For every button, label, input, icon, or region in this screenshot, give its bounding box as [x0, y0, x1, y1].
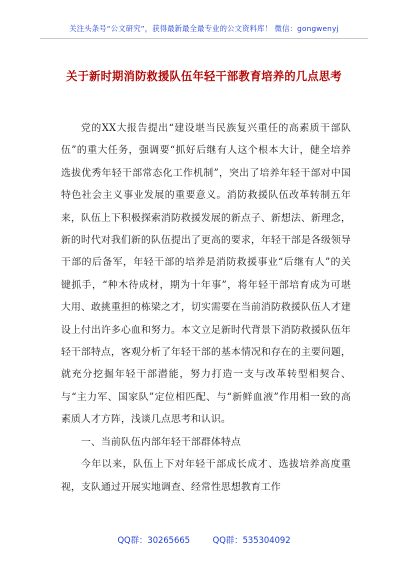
page-header-notice: 关注头条号“公文研究”，获得最新最全最专业的公文资料库！ 微信：gongwenyj [69, 24, 339, 33]
document-title: 关于新时期消防救援队伍年轻干部教育培养的几点思考 [66, 69, 342, 83]
header-divider [40, 38, 368, 39]
footer-qq-group-2: QQ群：535304092 [212, 535, 291, 545]
section-heading-1: 一、当前队伍内部年轻干部群体特点 [81, 436, 241, 448]
page-footer [0, 534, 408, 546]
footer-qq-group-1: QQ群：30265665 [117, 535, 190, 545]
body-paragraph-2: 今年以来，队伍上下对年轻干部成长成才、选拔培养高度重视，支队通过开展实地调查、经常性思想教育工作 [61, 459, 351, 493]
document-body [61, 118, 351, 499]
body-paragraph-1: 党的XX大报告提出“建设堪当民族复兴重任的高素质干部队伍”的重大任务，强调要“抓好后继有人这个根本大计，健全培养选拔优秀年轻干部常态化工作机制”，突出了培养年轻干部对中国特色社会主义事业发展的重要意义。消防救援队伍改革转制五年来，队伍上下积极探索消防救援发展的新点子、新想法、新理念，新的时代对我们新的队伍提出了更高的要求，年轻干部是各级领导干部的后备军，年轻干部的培养是消防救援事业“后继有人”的关键抓手，“种木待成材，期为十年事”，将年轻干部培育成为可堪大用、敢挑重担的栋梁之才，切实需要在当前消防救援队伍人才建设上付出许多心血和努力。本文立足新时代背景下消防救援队伍年轻干部特点，客观分析了年轻干部的基本情况和存在的主要问题，就充分挖掘年轻干部潜能，努力打造一支与改革转型相契合、与“主力军、国家队”定位相匹配、与“新鲜血液”作用相一致的高素质人才方阵，浅谈几点思考和认识。 [61, 123, 351, 426]
